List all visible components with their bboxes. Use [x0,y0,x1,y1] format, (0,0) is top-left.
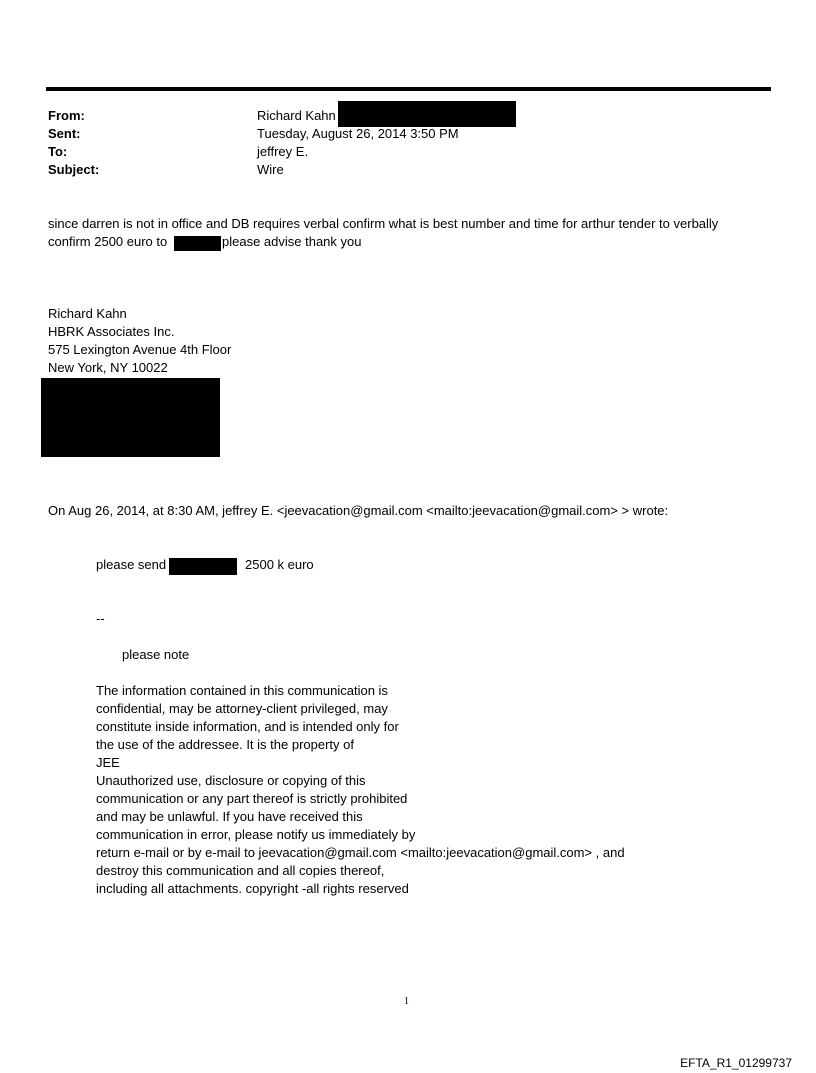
disclaimer-line: confidential, may be attorney-client privileged, may [96,701,388,716]
disclaimer-line: The information contained in this communication is [96,683,388,698]
signature-company: HBRK Associates Inc. [48,324,175,339]
sent-label: Sent: [48,126,81,141]
disclaimer-line: return e-mail or by e-mail to jeevacation@gmail.com <mailto:jeevacation@gmail.com> , and [96,845,625,860]
from-label: From: [48,108,85,123]
disclaimer-line: destroy this communication and all copies thereof, [96,863,385,878]
quoted-dashes: -- [96,611,105,626]
subject-label: Subject: [48,162,100,177]
signature-name: Richard Kahn [48,306,127,321]
message-redaction [174,236,221,251]
bates-number: EFTA_R1_01299737 [680,1056,792,1070]
disclaimer-line: including all attachments. copyright -all rights reserved [96,881,409,896]
message-line-1: since darren is not in office and DB requires verbal confirm what is best number and time for arthur tender to verbally [48,216,719,231]
from-value: Richard Kahn [257,108,336,123]
message-line-2b: please advise thank you [222,234,362,249]
signature-address-2: New York, NY 10022 [48,360,168,375]
quoted-redaction [169,558,237,575]
disclaimer-line: communication in error, please notify us immediately by [96,827,416,842]
disclaimer-line: constitute inside information, and is intended only for [96,719,399,734]
to-value: jeffrey E. [257,144,309,159]
subject-value: Wire [257,162,284,177]
disclaimer-line: JEE [96,755,120,770]
page-number: 1 [404,996,409,1007]
disclaimer-line: Unauthorized use, disclosure or copying of this [96,773,366,788]
sent-value: Tuesday, August 26, 2014 3:50 PM [257,126,459,141]
disclaimer-line: communication or any part thereof is strictly prohibited [96,791,408,806]
message-line-2a: confirm 2500 euro to [48,234,168,249]
from-redaction [338,101,516,127]
disclaimer-line: and may be unlawful. If you have received this [96,809,363,824]
quoted-intro: On Aug 26, 2014, at 8:30 AM, jeffrey E. <jeevacation@gmail.com <mailto:jeevacation@gmail.com> > wrote: [48,503,669,518]
signature-address-1: 575 Lexington Avenue 4th Floor [48,342,232,357]
quoted-send-a: please send [96,557,167,572]
header-rule [46,87,771,91]
signature-redaction [41,378,220,457]
disclaimer-line: the use of the addressee. It is the property of [96,737,354,752]
quoted-send-b: 2500 k euro [245,557,314,572]
quoted-note: please note [122,647,190,662]
to-label: To: [48,144,68,159]
